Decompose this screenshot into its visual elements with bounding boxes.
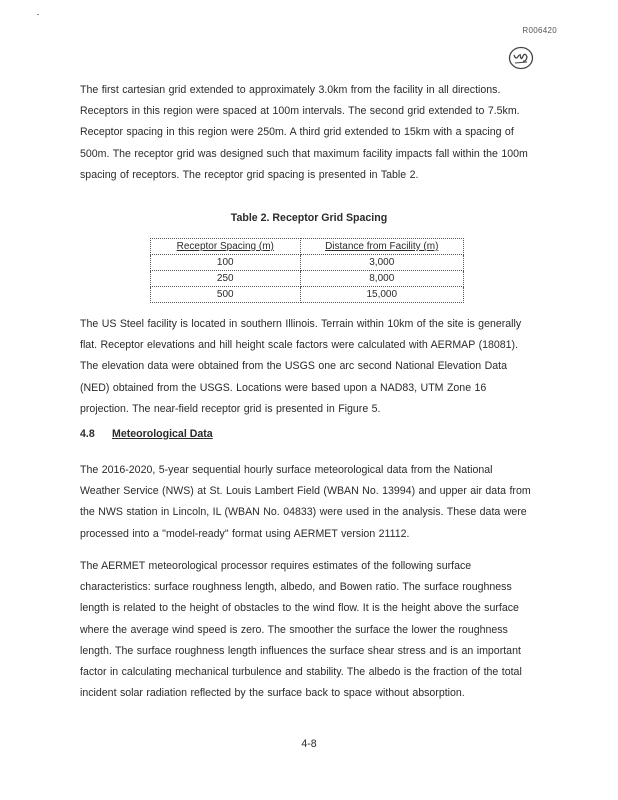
paragraph-terrain: The US Steel facility is located in southern Illinois. Terrain within 10km of the site is generally flat. Receptor elevations and hill height scale factors were calculated with AERMAP (18081). The elevation data were obtained from the USGS one arc second National Elevation Data (NED) obtained from the USGS. Locations were based upon a NAD83, UTM Zone 16 projection. The near-field receptor grid is presented in Figure 5. [80, 318, 522, 415]
scan-mark [37, 14, 39, 15]
cell-distance: 3,000 [300, 255, 463, 271]
table-row [151, 287, 464, 303]
paragraph-receptor-grid: The first cartesian grid extended to approximately 3.0km from the facility in all directions. Receptors in this region were spaced at 100m intervals. The second grid extended to 7.5km. Receptor spacing in this region were 250m. A third grid extended to 15km with a spacing of 500m. The receptor grid was designed such that maximum facility impacts fall within the 100m spacing of receptors. The receptor grid spacing is presented in Table 2. [80, 84, 528, 181]
paragraph-aermet: The AERMET meteorological processor requires estimates of the following surface characteristics: surface roughness length, albedo, and Bowen ratio. The surface roughness length is related to the height of obstacles to the wind flow. It is the height above the surface where the average wind speed is zero. The smoother the surface the lower the roughness length. The surface roughness length influences the surface shear stress and is an important factor in calculating mechanical turbulence and stability. The albedo is the fraction of the total incident solar radiation reflected by the surface back to space without absorption. [80, 560, 522, 700]
cell-distance: 8,000 [300, 271, 463, 287]
document-id: R006420 [522, 26, 557, 35]
table-row [151, 255, 464, 271]
table-caption: Table 2. Receptor Grid Spacing [230, 212, 388, 224]
header-distance: Distance from Facility (m) [300, 239, 463, 255]
section-heading [80, 428, 213, 440]
paragraph-met-data: The 2016-2020, 5-year sequential hourly surface meteorological data from the National Weather Service (NWS) at St. Louis Lambert Field (WBAN No. 13994) and upper air data from the NWS station in Lincoln, IL (WBAN No. 04833) were used in the analysis. These data were processed into a "model-ready" format using AERMET version 21112. [80, 464, 531, 540]
page-number: 4-8 [301, 738, 317, 750]
header-receptor-spacing: Receptor Spacing (m) [151, 239, 301, 255]
cell-distance: 15,000 [300, 287, 463, 303]
section-title: Meteorological Data [112, 428, 213, 440]
cell-spacing: 500 [151, 287, 301, 303]
cell-spacing: 100 [151, 255, 301, 271]
section-number: 4.8 [80, 428, 95, 440]
cell-spacing: 250 [151, 271, 301, 287]
receptor-grid-table [150, 238, 464, 303]
table-row [151, 271, 464, 287]
table-header-row [151, 239, 464, 255]
stamp-seal-icon [508, 46, 534, 70]
